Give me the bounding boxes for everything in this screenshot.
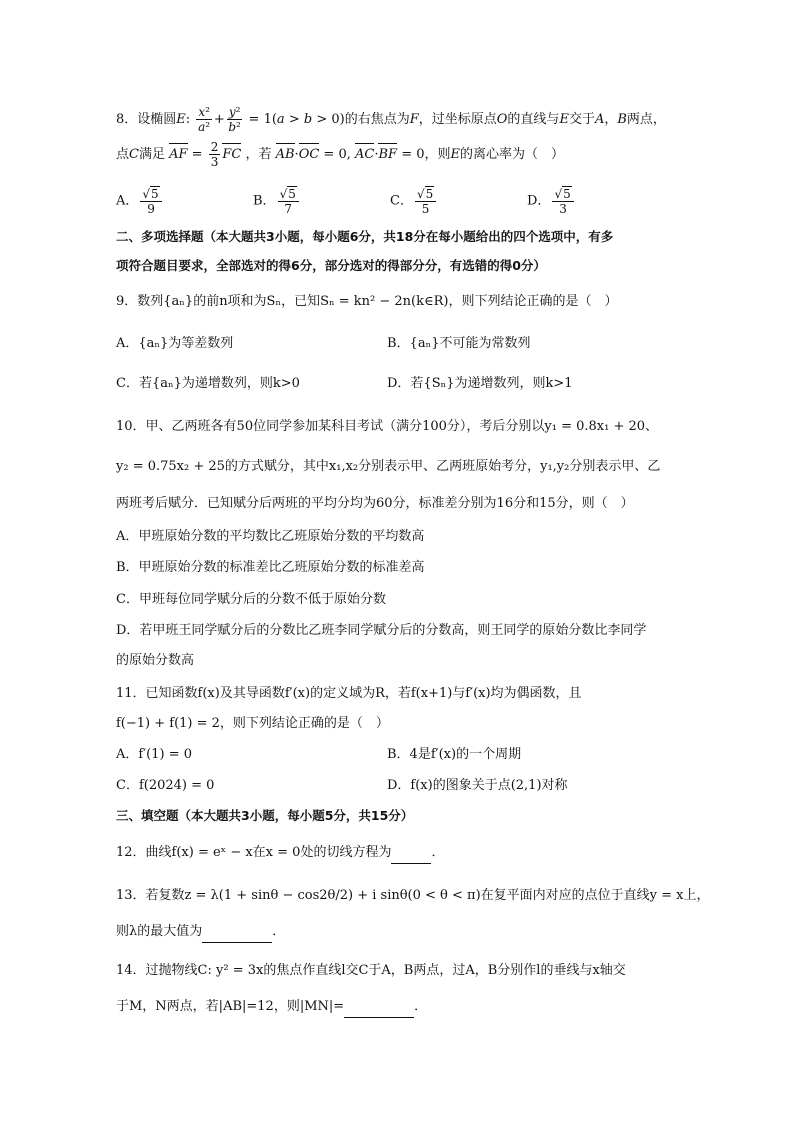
question-11-option-d[interactable]: D．f(x)的图象关于点(2,1)对称 [387,778,568,793]
question-12 [116,843,444,864]
question-8-line-2: 点C满足 AF = $\frac{2}{3}$ FC ，若 AB·OC = 0, AC·BF = 0，则E的离心率为（ ） [116,140,565,169]
question-12-text: 12．曲线f(x) = eˣ − x在x = 0处的切线方程为 [116,845,392,860]
question-11-line-2: f(−1) + f(1) = 2，则下列结论正确的是（ ） [116,716,389,731]
question-12-answer-blank[interactable] [391,843,431,864]
question-9-option-b[interactable]: B．{aₙ}不可能为常数列 [387,336,531,351]
question-10-line-2: y₂ = 0.75x₂ + 25的方式赋分，其中x₁,x₂分别表示甲、乙两班原始考分，y₁,y₂分别表示甲、乙 [116,459,661,474]
section-2-heading-line-1: 二、多项选择题（本大题共3小题，每小题6分，共18分在每小题给出的四个选项中，有多 [116,229,614,244]
question-11-option-c[interactable]: C．f(2024) = 0 [116,778,215,793]
question-10-option-b[interactable]: B．甲班原始分数的标准差比乙班原始分数的标准差高 [116,560,425,575]
question-10-option-d[interactable]: D．若甲班王同学赋分后的分数比乙班李同学赋分后的分数高，则王同学的原始分数比李同学 [116,623,647,638]
question-10-line-1: 10．甲、乙两班各有50位同学参加某科目考试（满分100分），考后分别以y₁ = 0.8x₁ + 20、 [116,419,659,434]
question-9-option-d[interactable]: D．若{Sₙ}为递增数列，则k>1 [387,376,573,391]
section-3-heading: 三、填空题（本大题共3小题，每小题5分，共15分） [116,808,414,823]
question-10-option-d-continued: 的原始分数高 [116,653,195,668]
question-8-option-c[interactable]: C． $\frac{√5}{5}$ [390,186,438,216]
question-12-end: ． [431,845,445,860]
question-13-text: 13．若复数z = λ(1 + sinθ − cos2θ/2) + i sinθ(0 < θ < π)在复平面内对应的点位于直线y = x上， [116,888,710,903]
question-13-end: ． [272,924,286,939]
question-8-option-a[interactable]: A． $\frac{√5}{9}$ [116,186,164,216]
question-14-line-2 [116,997,427,1018]
question-9-option-a[interactable]: A．{aₙ}为等差数列 [116,336,234,351]
question-9-option-c[interactable]: C．若{aₙ}为递增数列，则k>0 [116,376,300,391]
question-14-end: ． [414,999,428,1014]
question-10-option-a[interactable]: A．甲班原始分数的平均数比乙班原始分数的平均数高 [116,529,425,544]
question-14-text-2: 于M，N两点，若|AB|=12，则|MN|= [116,999,345,1014]
question-10-option-c[interactable]: C．甲班每位同学赋分后的分数不低于原始分数 [116,592,386,607]
question-8-option-d[interactable]: D． $\frac{√5}{3}$ [527,186,576,216]
question-13-answer-blank[interactable] [202,922,272,943]
question-13-line-2 [116,922,285,943]
question-13-text-2: 则λ的最大值为 [116,924,203,939]
section-2-heading-line-2: 项符合题目要求，全部选对的得6分，部分选对的得部分分，有选错的得0分） [116,258,546,273]
question-13-line-1 [116,886,709,906]
question-14-answer-blank[interactable] [344,997,414,1018]
question-8-option-b[interactable]: B． $\frac{√5}{7}$ [253,186,301,216]
question-11-line-1: 11．已知函数f(x)及其导函数f′(x)的定义域为R，若f(x+1)与f′(x)均为偶函数，且 [116,686,582,701]
question-10-line-3: 两班考后赋分．已知赋分后两班的平均分均为60分，标准差分别为16分和15分，则（ ） [116,496,634,511]
question-8-line-1: 8．设椭圆E: $\frac{\text{x²}}{\text{a²}}$ + $\frac{\text{y²}}{\text{b²}}$ = 1(a > b > 0)的右焦点为F，过坐标原点O的直线与E交于A，B两点， [116,105,666,134]
question-11-option-b[interactable]: B．4是f′(x)的一个周期 [387,747,522,762]
question-11-option-a[interactable]: A．f′(1) = 0 [116,747,192,762]
question-14-line-1: 14．过抛物线C: y² = 3x的焦点作直线l交C于A，B两点，过A，B分别作l的垂线与x轴交 [116,963,626,978]
question-9-stem: 9．数列{aₙ}的前n项和为Sₙ，已知Sₙ = kn² − 2n(k∈R)，则下列结论正确的是（ ） [116,294,618,309]
